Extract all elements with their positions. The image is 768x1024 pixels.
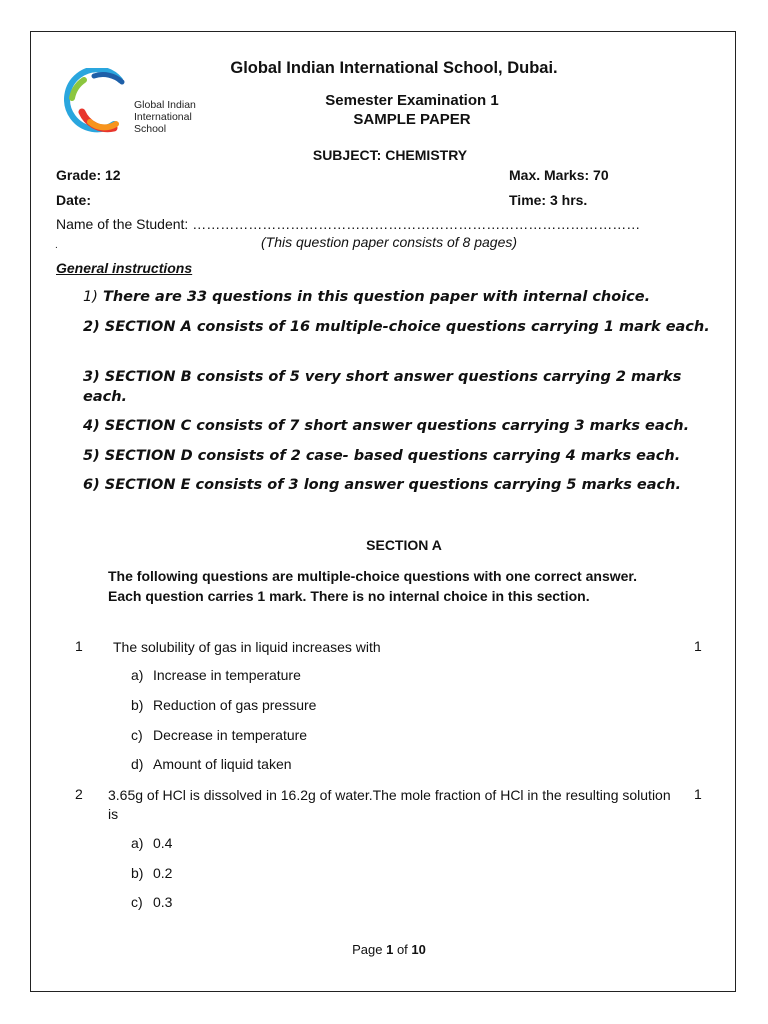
option-text: 0.3 xyxy=(153,894,173,910)
logo-text-line-1: Global Indian xyxy=(134,99,196,111)
school-logo-mark xyxy=(64,68,204,140)
school-logo xyxy=(64,68,204,140)
option-text: Amount of liquid taken xyxy=(153,756,292,772)
instruction-item xyxy=(83,417,743,437)
answer-option xyxy=(131,894,172,910)
student-name-line: Name of the Student: …………………………………………………………………………………… xyxy=(56,216,641,232)
logo-text-line-2: International xyxy=(134,111,192,123)
grade-label: Grade: 12 xyxy=(56,167,121,183)
footer-of-word: of xyxy=(396,942,408,957)
section-a-description: The following questions are multiple-choice questions with one correct answer. Each question carries 1 mark. There is no internal choice in this section. xyxy=(108,568,637,604)
page-count-note: (This question paper consists of 8 pages) xyxy=(260,234,518,250)
answer-option xyxy=(131,697,316,713)
answer-option xyxy=(131,835,172,851)
instruction-item xyxy=(83,476,743,496)
instruction-number: 5) xyxy=(83,448,100,464)
school-name: Global Indian International School, Dubai. xyxy=(230,59,558,77)
answer-option xyxy=(131,865,172,881)
exam-title: Semester Examination 1 xyxy=(325,92,499,109)
question-number: 2 xyxy=(75,786,83,802)
instruction-text: SECTION B consists of 5 very short answer questions carrying 2 marks each. xyxy=(83,369,682,405)
footer-page-word: Page xyxy=(352,942,383,957)
instruction-item xyxy=(83,318,723,338)
instruction-text: SECTION D consists of 2 case- based questions carrying 4 marks each. xyxy=(104,448,681,464)
question-text: 3.65g of HCl is dissolved in 16.2g of water.The mole fraction of HCl in the resulting solution is xyxy=(108,787,671,822)
option-text: 0.4 xyxy=(153,835,173,851)
instruction-text: SECTION C consists of 7 short answer questions carrying 3 marks each. xyxy=(104,418,690,434)
option-label: b) xyxy=(131,865,144,881)
option-label: d) xyxy=(131,756,144,772)
instruction-number: 2) xyxy=(83,319,100,335)
subject-title: SUBJECT: CHEMISTRY xyxy=(312,147,468,163)
option-text: Increase in temperature xyxy=(153,667,301,683)
general-instructions-heading: General instructions xyxy=(56,260,193,276)
instruction-item xyxy=(83,447,743,467)
section-a-title: SECTION A xyxy=(366,537,442,553)
answer-option xyxy=(131,756,292,772)
option-text: 0.2 xyxy=(153,865,173,881)
option-label: a) xyxy=(131,835,144,851)
date-label: Date: xyxy=(56,192,92,208)
footer-total-pages: 10 xyxy=(411,942,426,957)
option-label: a) xyxy=(131,667,144,683)
instruction-number: 4) xyxy=(83,418,100,434)
instruction-text: SECTION E consists of 3 long answer questions carrying 5 marks each. xyxy=(104,477,681,493)
stray-dot: . xyxy=(55,240,58,251)
logo-text-line-3: School xyxy=(134,123,167,135)
instruction-number: 3) xyxy=(83,369,100,385)
question-number: 1 xyxy=(75,638,83,654)
instruction-number: 1) xyxy=(83,289,98,305)
instruction-number: 6) xyxy=(83,477,100,493)
instruction-item xyxy=(83,288,723,308)
instruction-text: There are 33 questions in this question paper with internal choice. xyxy=(102,289,651,305)
option-label: b) xyxy=(131,697,144,713)
max-marks-label: Max. Marks: 70 xyxy=(509,167,609,183)
instruction-text: SECTION A consists of 16 multiple-choice questions carrying 1 mark each. xyxy=(104,319,710,335)
question-text: The solubility of gas in liquid increases with xyxy=(113,639,381,655)
footer-page-number: 1 xyxy=(386,942,394,957)
option-text: Decrease in temperature xyxy=(153,727,308,743)
time-label: Time: 3 hrs. xyxy=(509,192,588,208)
option-label: c) xyxy=(131,727,143,743)
paper-type: SAMPLE PAPER xyxy=(353,111,471,128)
question-marks: 1 xyxy=(694,786,702,802)
page-footer xyxy=(0,942,768,957)
instruction-item xyxy=(83,368,723,407)
answer-option xyxy=(131,727,307,743)
option-text: Reduction of gas pressure xyxy=(153,697,317,713)
option-label: c) xyxy=(131,894,143,910)
answer-option xyxy=(131,667,301,683)
question-marks: 1 xyxy=(694,638,702,654)
